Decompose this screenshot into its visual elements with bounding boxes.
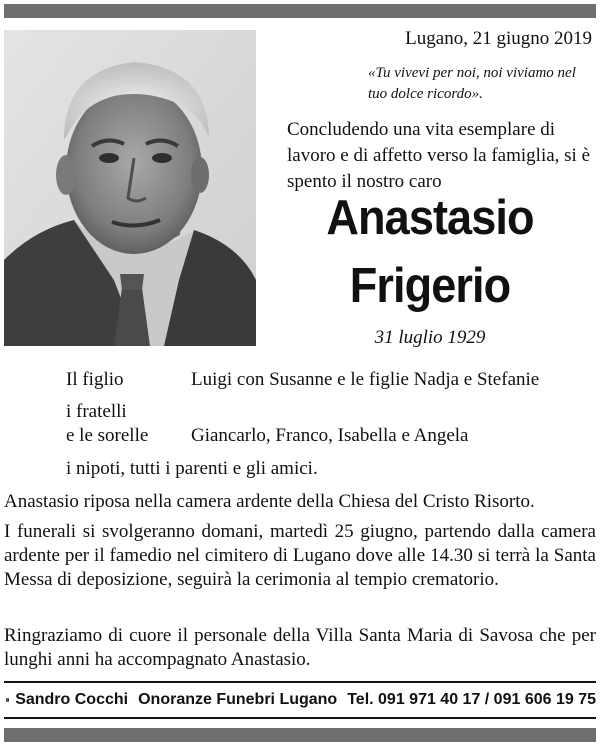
wake-paragraph: Anastasio riposa nella camera ardente della Chiesa del Cristo Risorto.: [4, 491, 535, 512]
top-decorative-bar: [4, 4, 596, 18]
siblings-label-line2: e le sorelle: [66, 425, 149, 446]
memorial-quote: «Tu vivevi per noi, noi viviamo nel tuo dolce ricordo».: [368, 65, 576, 102]
place-and-date: Lugano, 21 giugno 2019: [405, 28, 592, 49]
footer-top-rule: [4, 681, 596, 683]
funeral-home-footer: [4, 684, 596, 716]
funeral-home-name: Sandro Cocchi: [15, 691, 129, 708]
son-value: Luigi con Susanne e le figlie Nadja e Stefanie: [191, 369, 540, 390]
funeral-home-phones: Tel. 091 971 40 17 / 091 606 19 75: [347, 691, 596, 708]
siblings-value: Giancarlo, Franco, Isabella e Angela: [191, 425, 469, 446]
thanks-paragraph: Ringraziamo di cuore il personale della Villa Santa Maria di Savosa che per lunghi anni ha accompagnato Anastasio.: [4, 625, 596, 670]
birth-date: 31 luglio 1929: [374, 327, 486, 348]
funeral-paragraph: I funerali si svolgeranno domani, martedì 25 giugno, partendo dalla camera ardente per il famedio nel cimitero di Lugano dove alle 14.30 si terrà la Santa Messa di deposizione, seguirà la cerimonia al tempio crematorio.: [4, 521, 596, 590]
deceased-last-name: Frigerio: [349, 259, 511, 313]
son-label: Il figlio: [66, 369, 124, 390]
intro-text: Concludendo una vita esemplare di lavoro e di affetto verso la famiglia, si è spento il nostro caro: [287, 119, 591, 192]
footer-bottom-rule: [4, 717, 596, 719]
siblings-label-line1: i fratelli: [66, 401, 127, 422]
deceased-first-name: Anastasio: [326, 191, 534, 245]
other-relatives: i nipoti, tutti i parenti e gli amici.: [66, 458, 318, 479]
funeral-home-service: Onoranze Funebri Lugano: [138, 691, 338, 708]
funeral-home-logo-icon: [6, 687, 9, 713]
bottom-decorative-bar: [4, 728, 596, 742]
portrait-photo: [4, 30, 256, 346]
